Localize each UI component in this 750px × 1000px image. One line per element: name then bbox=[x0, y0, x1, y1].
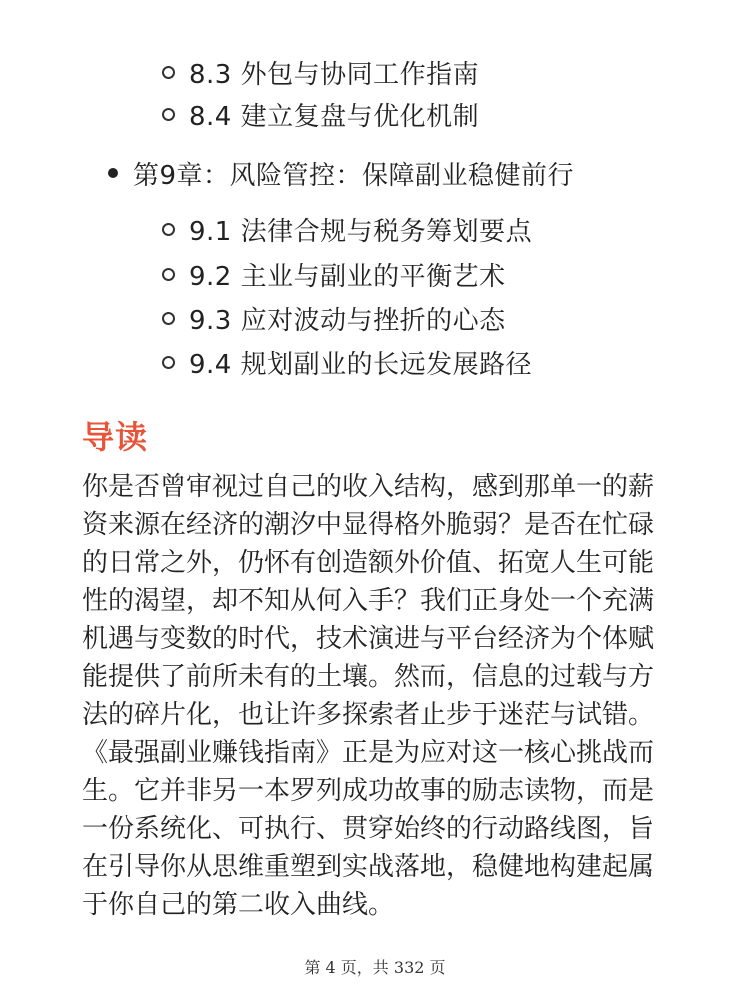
toc-item-9-2[interactable] bbox=[162, 252, 506, 296]
page-number: 第 4 页，共 332 页 bbox=[304, 958, 446, 977]
toc-item-8-3[interactable] bbox=[162, 50, 479, 94]
paragraph-line: 能提供了前所未有的土壤。然而，信息的过载与方 bbox=[82, 662, 655, 692]
paragraph-line: 法的碎片化，也让许多探索者止步于迷茫与试错。 bbox=[82, 700, 655, 730]
circle-bullet-icon bbox=[162, 268, 175, 281]
toc-chapter-9[interactable] bbox=[108, 150, 574, 196]
toc-item-label: 9.2 主业与副业的平衡艺术 bbox=[189, 261, 506, 292]
paragraph-line: 《最强副业赚钱指南》正是为应对这一核心挑战而 bbox=[82, 738, 655, 768]
circle-bullet-icon bbox=[162, 356, 175, 369]
paragraph-line: 的日常之外，仍怀有创造额外价值、拓宽人生可能 bbox=[82, 548, 655, 578]
paragraph-line: 你是否曾审视过自己的收入结构，感到那单一的薪 bbox=[82, 472, 655, 502]
toc-item-label: 8.3 外包与协同工作指南 bbox=[189, 59, 480, 90]
toc-item-label: 9.3 应对波动与挫折的心态 bbox=[189, 305, 506, 336]
paragraph-line: 在引导你从思维重塑到实战落地，稳健地构建起属 bbox=[82, 852, 655, 882]
toc-item-8-4[interactable] bbox=[162, 92, 479, 136]
section-heading: 导读 bbox=[82, 418, 149, 456]
circle-bullet-icon bbox=[162, 223, 175, 236]
paragraph-line: 生。它并非另一本罗列成功故事的励志读物，而是 bbox=[82, 776, 655, 806]
toc-item-label: 9.1 法律合规与税务筹划要点 bbox=[189, 216, 533, 247]
paragraph-line: 一份系统化、可执行、贯穿始终的行动路线图，旨 bbox=[82, 814, 655, 844]
paragraph-line: 性的渴望，却不知从何入手？我们正身处一个充满 bbox=[82, 586, 655, 616]
toc-item-9-4[interactable] bbox=[162, 340, 532, 384]
paragraph-line: 资来源在经济的潮汐中显得格外脆弱？是否在忙碌 bbox=[82, 510, 655, 540]
toc-chapter-label: 第9章：风险管控：保障副业稳健前行 bbox=[133, 160, 575, 191]
circle-bullet-icon bbox=[162, 66, 175, 79]
toc-item-9-1[interactable] bbox=[162, 207, 532, 251]
toc-item-label: 9.4 规划副业的长远发展路径 bbox=[189, 349, 533, 380]
disc-bullet-icon bbox=[108, 168, 118, 178]
circle-bullet-icon bbox=[162, 312, 175, 325]
toc-item-label: 8.4 建立复盘与优化机制 bbox=[189, 101, 480, 132]
paragraph-line: 机遇与变数的时代，技术演进与平台经济为个体赋 bbox=[82, 624, 655, 654]
intro-paragraph bbox=[82, 468, 672, 924]
paragraph-line: 于你自己的第二收入曲线。 bbox=[82, 890, 395, 920]
toc-item-9-3[interactable] bbox=[162, 296, 506, 340]
circle-bullet-icon bbox=[162, 108, 175, 121]
